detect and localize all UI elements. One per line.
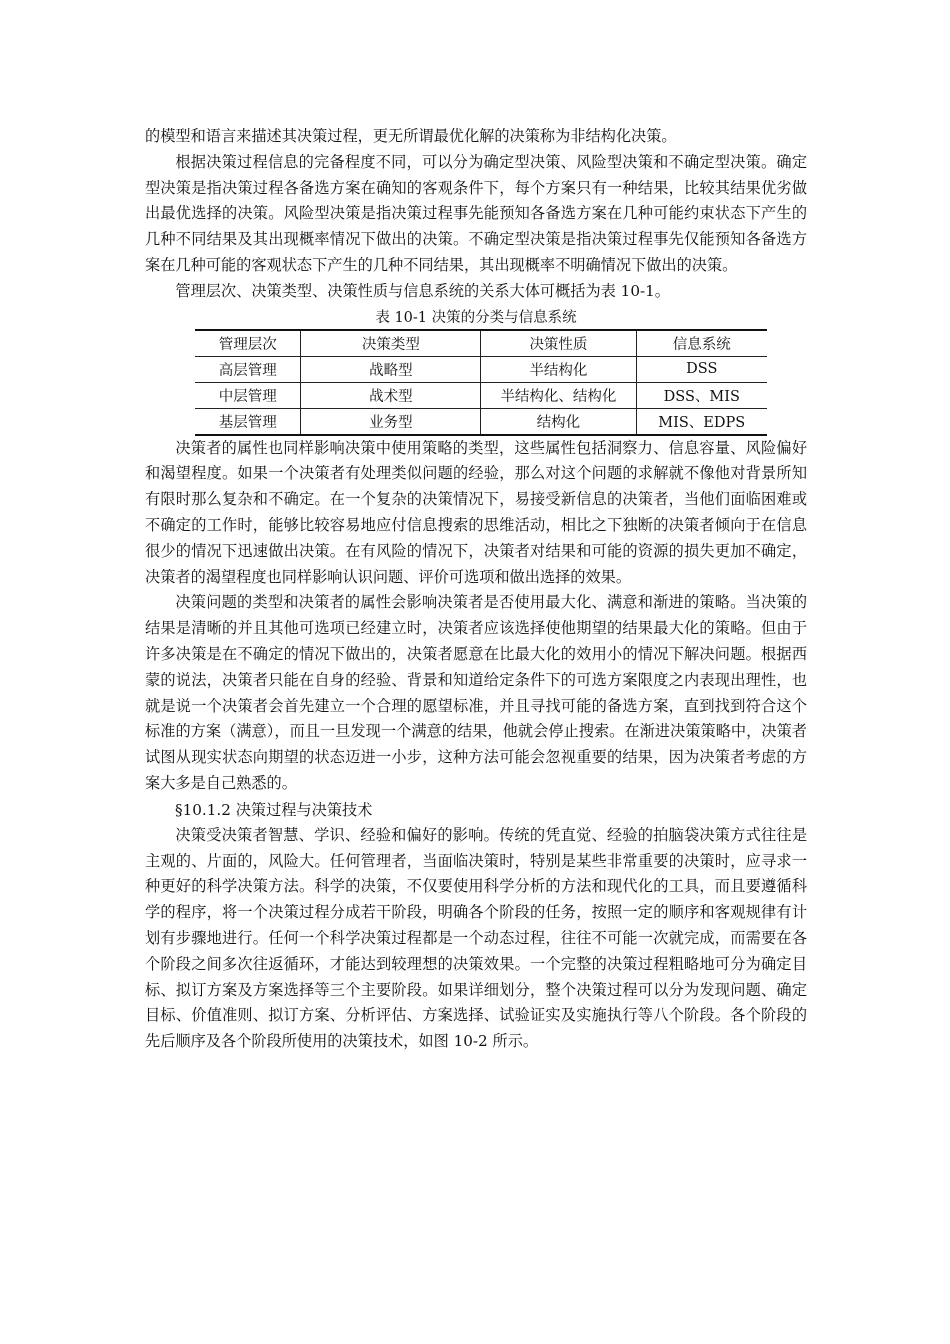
paragraph-table-intro: 管理层次、决策类型、决策性质与信息系统的关系大体可概括为表 10-1。 — [175, 281, 670, 300]
paragraph-decision-strategies: 决策问题的类型和决策者的属性会影响决策者是否使用最大化、满意和渐进的策略。当决策的结果是清晰的并且其他可选项已经建立时，决策者应该选择使他期望的结果最大化的策略。但由于许多决策是在不确定的情况下做出的，决策者愿意在比最大化的效用小的情况下解决问题。根据西蒙的说法，决策者只能在自身的经验、背景和知道给定条件下的可选方案限度之内表现出理性，也就是说一个决策者会首先建立一个合理的愿望标准，并且寻找可能的备选方案，直到找到符合这个标准的方案（满意），而且一旦发现一个满意的结果，他就会停止搜索。在渐进决策策略中，决策者试图从现实状态向期望的状态迈进一小步，这种方法可能会忽视重要的结果，因为决策者考虑的方案大多是自己熟悉的。 — [145, 593, 807, 792]
decision-classification-table — [195, 329, 767, 436]
table-header-row — [195, 330, 767, 357]
table-cell: 半结构化、结构化 — [481, 382, 636, 408]
table-row — [195, 382, 767, 408]
table-caption: 表 10-1 决策的分类与信息系统 — [375, 309, 577, 326]
paragraph-decision-maker-attributes: 决策者的属性也同样影响决策中使用策略的类型，这些属性包括洞察力、信息容量、风险偏好和渴望程度。如果一个决策者有处理类似问题的经验，那么对这个问题的求解就不像他对背景所知有限时那么复杂和不确定。在一个复杂的决策情况下，易接受新信息的决策者，当他们面临困难或不确定的工作时，能够比较容易地应付信息搜索的思维活动，相比之下独断的决策者倾向于在信息很少的情况下迅速做出决策。在有风险的情况下，决策者对结果和可能的资源的损失更加不确定，决策者的渴望程度也同样影响认识问题、评价可选项和做出选择的效果。 — [145, 438, 807, 586]
table-row — [195, 356, 767, 382]
paragraph-decision-certainty: 根据决策过程信息的完备程度不同，可以分为确定型决策、风险型决策和不确定型决策。确定型决策是指决策过程各备选方案在确知的客观条件下，每个方案只有一种结果，比较其结果优劣做出最优选择的决策。风险型决策是指决策过程事先能预知各备选方案在几种可能约束状态下产生的几种不同结果及其出现概率情况下做出的决策。不确定型决策是指决策过程事先仅能预知各备选方案在几种可能的客观状态下产生的几种不同结果，其出现概率不明确情况下做出的决策。 — [145, 152, 807, 274]
section-heading: §10.1.2 决策过程与决策技术 — [175, 800, 373, 819]
table-cell: 战略型 — [301, 356, 481, 382]
table-cell: 半结构化 — [481, 356, 636, 382]
table-row — [195, 408, 767, 435]
header-management-level: 管理层次 — [218, 336, 277, 353]
table-cell: 战术型 — [301, 382, 481, 408]
table-cell: 中层管理 — [218, 388, 277, 405]
header-decision-type: 决策类型 — [301, 330, 481, 357]
table-cell: 业务型 — [301, 408, 481, 435]
table-cell: MIS、EDPS — [636, 408, 767, 435]
table-cell: 基层管理 — [218, 414, 277, 431]
header-decision-nature: 决策性质 — [481, 330, 636, 357]
header-information-system: 信息系统 — [636, 330, 767, 357]
paragraph-continuation: 的模型和语言来描述其决策过程，更无所谓最优化解的决策称为非结构化决策。 — [145, 127, 677, 145]
table-cell: DSS、MIS — [636, 382, 767, 408]
table-cell: DSS — [636, 356, 767, 382]
table-cell: 高层管理 — [218, 362, 277, 379]
table-cell: 结构化 — [481, 408, 636, 435]
paragraph-decision-process: 决策受决策者智慧、学识、经验和偏好的影响。传统的凭直觉、经验的拍脑袋决策方式往往是主观的、片面的，风险大。任何管理者，当面临决策时，特别是某些非常重要的决策时，应寻求一种更好的科学决策方法。科学的决策，不仅要使用科学分析的方法和现代化的工具，而且要遵循科学的程序，将一个决策过程分成若干阶段，明确各个阶段的任务，按照一定的顺序和客观规律有计划有步骤地进行。任何一个科学决策过程都是一个动态过程，往往不可能一次就完成，而需要在各个阶段之间多次往返循环，才能达到较理想的决策效果。一个完整的决策过程粗略地可分为确定目标、拟订方案及方案选择等三个主要阶段。如果详细划分，整个决策过程可以分为发现问题、确定目标、价值准则、拟订方案、分析评估、方案选择、试验证实及实施执行等八个阶段。各个阶段的先后顺序及各个阶段所使用的决策技术，如图 10-2 所示。 — [145, 825, 807, 1051]
document-page — [145, 124, 807, 1055]
